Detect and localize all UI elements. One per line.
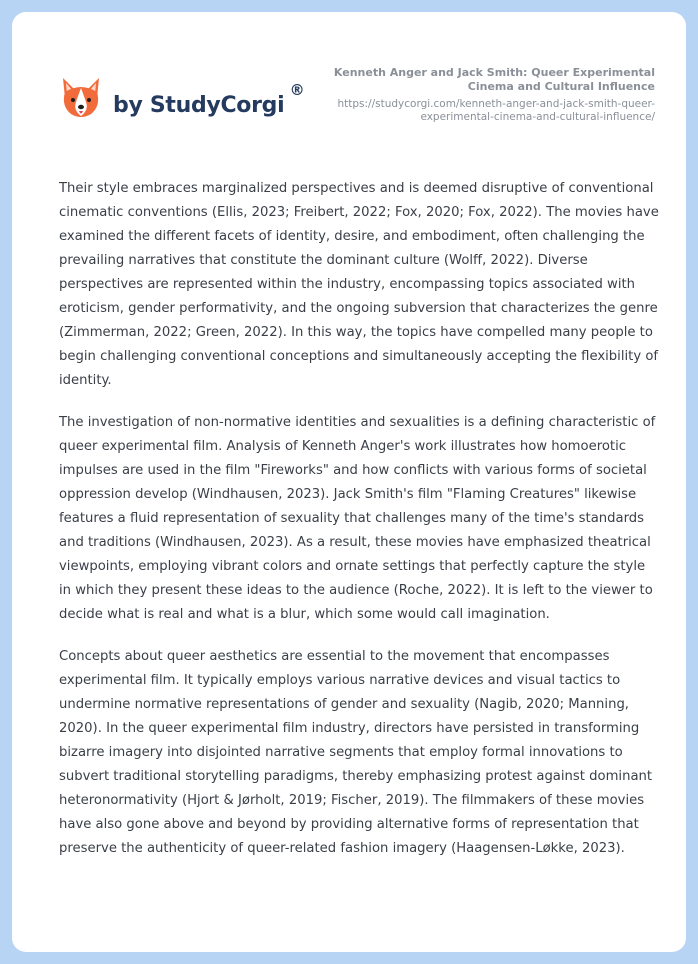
document-body <box>59 177 659 879</box>
body-paragraph: The investigation of non-normative identities and sexualities is a defining characteristic of queer experimental film. Analysis of Kenneth Anger's work illustrates how homoerotic impulses are used in the film "Fireworks" and how conflicts with various forms of societal oppression develop (Windhausen, 2023). Jack Smith's film "Flaming Creatures" likewise features a fluid representation of sexuality that challenges many of the time's standards and traditions (Windhausen, 2023). As a result, these movies have emphasized theatrical viewpoints, employing vibrant colors and ornate settings that perfectly capture the style in which they present these ideas to the audience (Roche, 2022). It is left to the viewer to decide what is real and what is a blur, which some would call imagination. <box>59 415 656 622</box>
corgi-logo-icon <box>59 76 103 120</box>
document-page <box>12 12 686 952</box>
studycorgi-logo[interactable] <box>59 76 305 120</box>
document-title: Kenneth Anger and Jack Smith: Queer Experimental Cinema and Cultural Influence <box>333 66 655 93</box>
body-paragraph: Their style embraces marginalized perspectives and is deemed disruptive of conventional cinematic conventions (Ellis, 2023; Freibert, 2022; Fox, 2020; Fox, 2022). The movies have examined the different facets of identity, desire, and embodiment, often challenging the prevailing narratives that constitute the dominant culture (Wolff, 2022). Diverse perspectives are represented within the industry, encompassing topics associated with eroticism, gender performativity, and the ongoing subversion that characterizes the genre (Zimmerman, 2022; Green, 2022). In this way, the topics have compelled many people to begin challenging conventional conceptions and simultaneously accepting the flexibility of identity. <box>59 181 659 388</box>
body-paragraph: Concepts about queer aesthetics are essential to the movement that encompasses experimental film. It typically employs various narrative devices and visual tactics to undermine normative representations of gender and sexuality (Nagib, 2020; Manning, 2020). In the queer experimental film industry, directors have persisted in transforming bizarre imagery into disjointed narrative segments that employ formal innovations to subvert traditional storytelling paradigms, thereby emphasizing protest against dominant heteronormativity (Hjort & Jørholt, 2019; Fischer, 2019). The filmmakers of these movies have also gone above and beyond by providing alternative forms of representation that preserve the authenticity of queer-related fashion imagery (Haagensen-Løkke, 2023). <box>59 649 653 856</box>
registered-mark: ® <box>289 80 305 99</box>
document-meta <box>295 66 655 124</box>
page-header <box>12 12 686 142</box>
document-url[interactable]: https://studycorgi.com/kenneth-anger-and-jack-smith-queer- experimental-cinema-and-cultural-influence/ <box>337 98 655 123</box>
brand-name: by StudyCorgi ® <box>113 80 305 118</box>
